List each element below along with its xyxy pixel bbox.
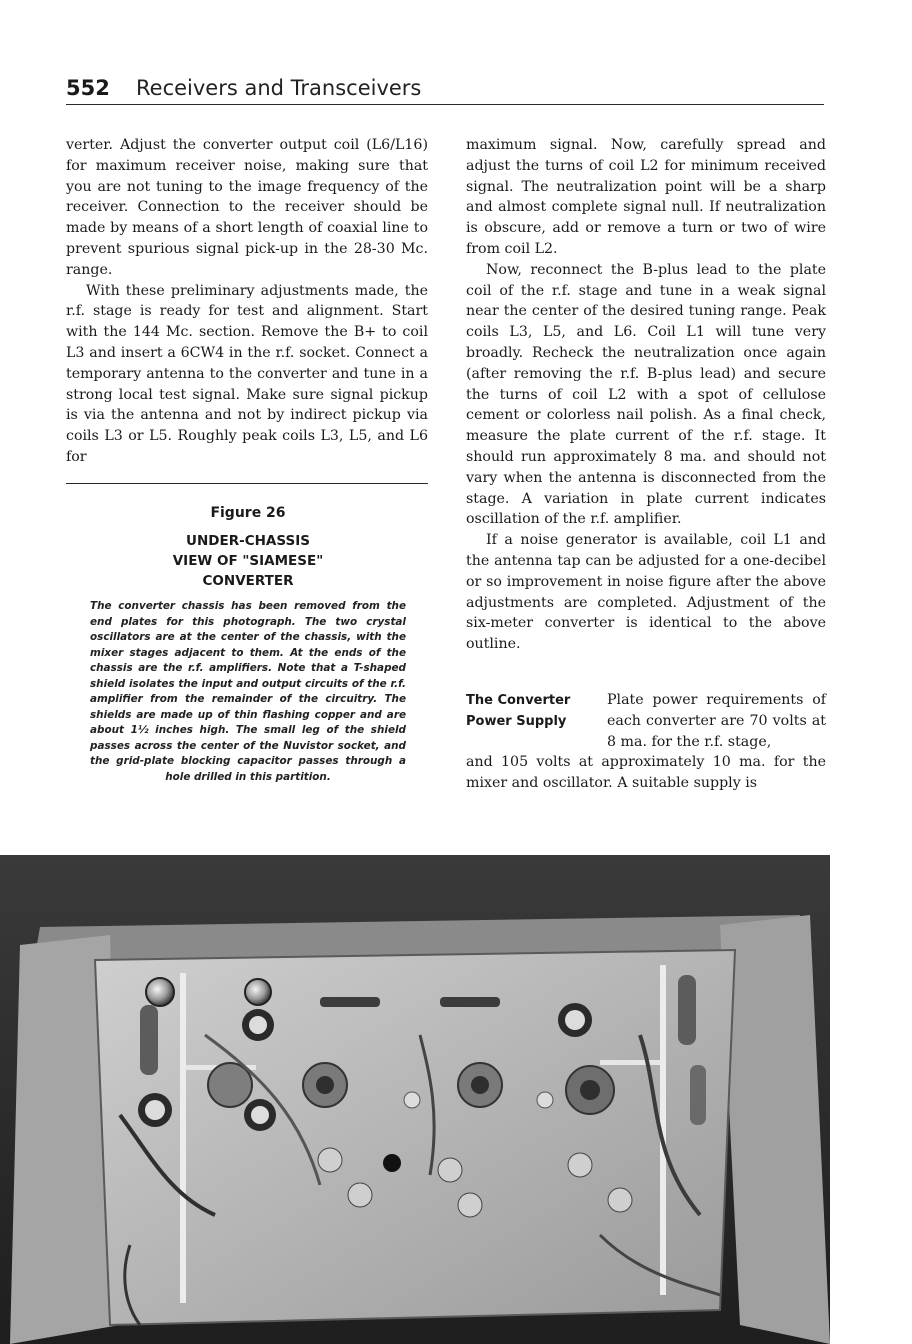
caption-divider: [66, 483, 428, 484]
page-header: [66, 70, 824, 105]
left-paragraph-1: verter. Adjust the converter output coil (L6/L16) for maximum receiver noise, making sure that you are not tuning to the image frequency of the receiver. Connection to the receiver should be made by means of a short length of coaxial line to prevent spurious signal pick-up in the 28-30 Mc. range.: [66, 137, 428, 278]
section-side-text: Plate power requirements of each converter are 70 volts at 8 ma. for the r.f. stage,: [607, 692, 826, 750]
section-heading-line-1: The Converter: [466, 693, 571, 708]
figure-label: Figure 26: [210, 505, 286, 521]
figure-caption: [90, 505, 406, 785]
left-column: [66, 135, 428, 468]
right-paragraph-3: If a noise generator is available, coil L1 and the antenna tap can be adjusted for a one-decibel or so improvement in noise figure after the above adjustments are completed. Adjustment of the six-meter converter is identical to the above outline.: [466, 532, 826, 653]
section-heading-line-2: Power Supply: [466, 714, 567, 729]
left-paragraph-2: With these preliminary adjustments made, the r.f. stage is ready for test and alignment. Start with the 144 Mc. section. Remove the B+ to coil L3 and insert a 6CW4 in the r.f. socket. Connect a temporary antenna to the converter and tune in a strong local test signal. Make sure signal pickup is via the antenna and not by indirect pickup via coils L3 or L5. Roughly peak coils L3, L5, and L6 for: [66, 282, 428, 465]
chassis-photograph: [0, 855, 830, 1344]
running-title: Receivers and Transceivers: [136, 76, 422, 100]
right-paragraph-1: maximum signal. Now, carefully spread and adjust the turns of coil L2 for minimum received signal. The neutralization point will be a sharp and almost complete signal null. If neutralization is obscure, add or remove a turn or two of wire from coil L2.: [466, 137, 826, 257]
section-heading: [466, 690, 596, 732]
page-number: 552: [66, 76, 110, 100]
figure-caption-text: The converter chassis has been removed from the end plates for this photograph. The two crystal oscillators are at the center of the chassis, with the mixer stages adjacent to them. At the ends of the chassis are the r.f. amplifiers. Note that a T-shaped shield isolates the input and output circuits of the r.f. amplifier from the remainder of the circuitry. The shields are made up of thin flashing copper and are about 1½ inches high. The small leg of the shield passes across the center of the Nuvistor socket, and the grid-plate blocking capacitor passes through a hole drilled in this partition.: [90, 600, 406, 783]
right-paragraph-2: Now, reconnect the B-plus lead to the plate coil of the r.f. stage and tune in a weak signal near the center of the desired tuning range. Peak coils L3, L5, and L6. Coil L1 will tune very broadly. Recheck the neutralization once again (after removing the r.f. B-plus lead) and secure the turns of coil L2 with a spot of cellulose cement or colorless nail polish. As a final check, measure the plate current of the r.f. stage. It should run approximately 8 ma. and should not vary when the antenna is disconnected from the stage. A variation in plate current indicates oscillation of the r.f. amplifier.: [466, 261, 826, 528]
figure-title-line-3: CONVERTER: [202, 573, 294, 589]
figure-title-line-2: VIEW OF "SIAMESE": [172, 553, 324, 569]
section-continuation: and 105 volts at approximately 10 ma. for the mixer and oscillator. A suitable supply is: [466, 754, 826, 791]
right-column: [466, 135, 826, 655]
chassis-photo-illustration: [0, 855, 830, 1344]
figure-title-line-1: UNDER-CHASSIS: [186, 533, 310, 549]
